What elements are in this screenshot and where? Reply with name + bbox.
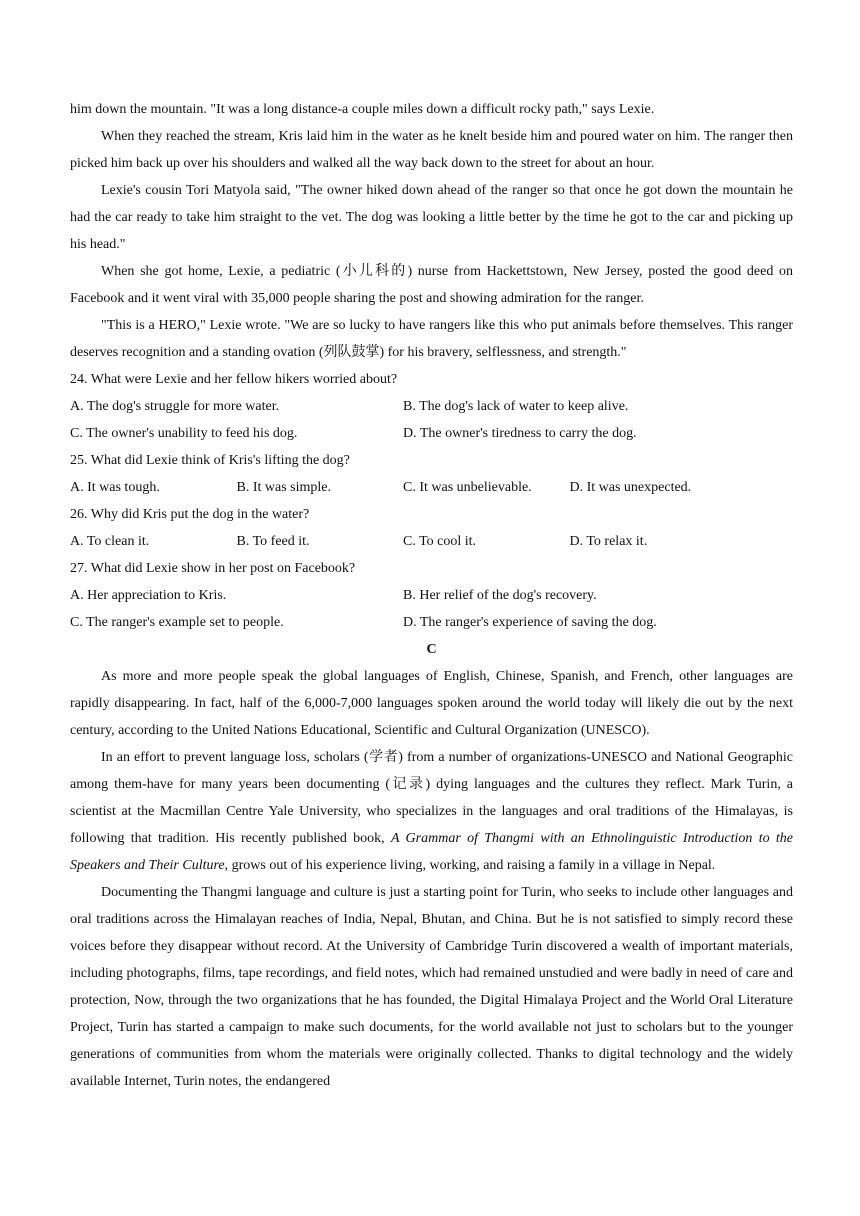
paragraph-b-4: When she got home, Lexie, a pediatric (小儿科的) nurse from Hackettstown, New Jersey, posted the good deed on Facebook and it went viral with 35,000 people sharing the post and showing admiration for the ranger. [70, 264, 793, 306]
question-27 [70, 555, 793, 636]
paragraph-c-2-start: In an effort to prevent language loss, scholars (学者) from a number of organizations-UNESCO and National Geographic among them-have for many years been documenting (记录) dying languages and the cultures they reflect. Mark Turin, a scientist at the Macmillan Centre Yale University, who specializes in the languages and oral traditions of the Himalayas, is following that tradition. His recently published book, [70, 750, 793, 846]
option-a: A. To clean it. [70, 534, 150, 549]
paragraph-b-2: When they reached the stream, Kris laid him in the water as he knelt beside him and poured water on him. The ranger then picked him back up over his shoulders and walked all the way back down to the street for about an hour. [70, 129, 793, 171]
question-stem: 27. What did Lexie show in her post on Facebook? [70, 561, 356, 576]
question-25 [70, 447, 793, 501]
question-stem: 26. Why did Kris put the dog in the water? [70, 507, 310, 522]
option-a: A. It was tough. [70, 480, 160, 495]
question-26 [70, 501, 793, 555]
paragraph-c-2 [70, 744, 793, 879]
option-b: B. It was simple. [236, 480, 331, 495]
option-c: C. It was unbelievable. [403, 480, 532, 495]
paragraph-b-5: "This is a HERO," Lexie wrote. "We are so lucky to have rangers like this who put animals before themselves. This ranger deserves recognition and a standing ovation (列队鼓掌) for his bravery, selflessness, and strength." [70, 318, 793, 360]
option-a: A. Her appreciation to Kris. [70, 588, 227, 603]
paragraph-c-2-end: , grows out of his experience living, working, and raising a family in a village in Nepal. [224, 858, 716, 873]
option-a: A. The dog's struggle for more water. [70, 399, 280, 414]
section-c-heading: C [426, 642, 437, 657]
option-b: B. The dog's lack of water to keep alive. [403, 399, 629, 414]
book-title: A Grammar of Thangmi with an Ethnolinguistic Introduction to the Speakers and Their Culture [70, 831, 793, 873]
option-d: D. The owner's tiredness to carry the dog. [403, 426, 637, 441]
question-stem: 25. What did Lexie think of Kris's lifting the dog? [70, 453, 350, 468]
option-d: D. To relax it. [569, 534, 648, 549]
option-c: C. The ranger's example set to people. [70, 615, 284, 630]
question-stem: 24. What were Lexie and her fellow hikers worried about? [70, 372, 398, 387]
paragraph-c-3: Documenting the Thangmi language and culture is just a starting point for Turin, who seeks to include other languages and oral traditions across the Himalayan reaches of India, Nepal, Bhutan, and China. But he is not satisfied to simply record these voices before they disappear without record. At the University of Cambridge Turin discovered a wealth of important materials, including photographs, films, tape recordings, and field notes, which had remained unstudied and were badly in need of care and protection, Now, through the two organizations that he has founded, the Digital Himalaya Project and the World Oral Literature Project, Turin has started a campaign to make such documents, for the world available not just to scholars but to the younger generations of communities from whom the materials were originally collected. Thanks to digital technology and the widely available Internet, Turin notes, the endangered [70, 885, 793, 1089]
paragraph-b-3: Lexie's cousin Tori Matyola said, "The owner hiked down ahead of the ranger so that once he got down the mountain he had the car ready to take him straight to the vet. The dog was looking a little better by the time he got to the car and picking up his head." [70, 183, 793, 252]
question-24 [70, 366, 793, 447]
option-c: C. To cool it. [403, 534, 477, 549]
option-d: D. The ranger's experience of saving the dog. [403, 615, 657, 630]
option-d: D. It was unexpected. [569, 480, 692, 495]
document-page [70, 96, 793, 1095]
paragraph-b-1: him down the mountain. "It was a long distance-a couple miles down a difficult rocky path," says Lexie. [70, 102, 655, 117]
paragraph-c-1: As more and more people speak the global languages of English, Chinese, Spanish, and French, other languages are rapidly disappearing. In fact, half of the 6,000-7,000 languages spoken around the world today will likely die out by the next century, according to the United Nations Educational, Scientific and Cultural Organization (UNESCO). [70, 669, 793, 738]
option-b: B. Her relief of the dog's recovery. [403, 588, 597, 603]
option-b: B. To feed it. [236, 534, 310, 549]
option-c: C. The owner's unability to feed his dog. [70, 426, 298, 441]
